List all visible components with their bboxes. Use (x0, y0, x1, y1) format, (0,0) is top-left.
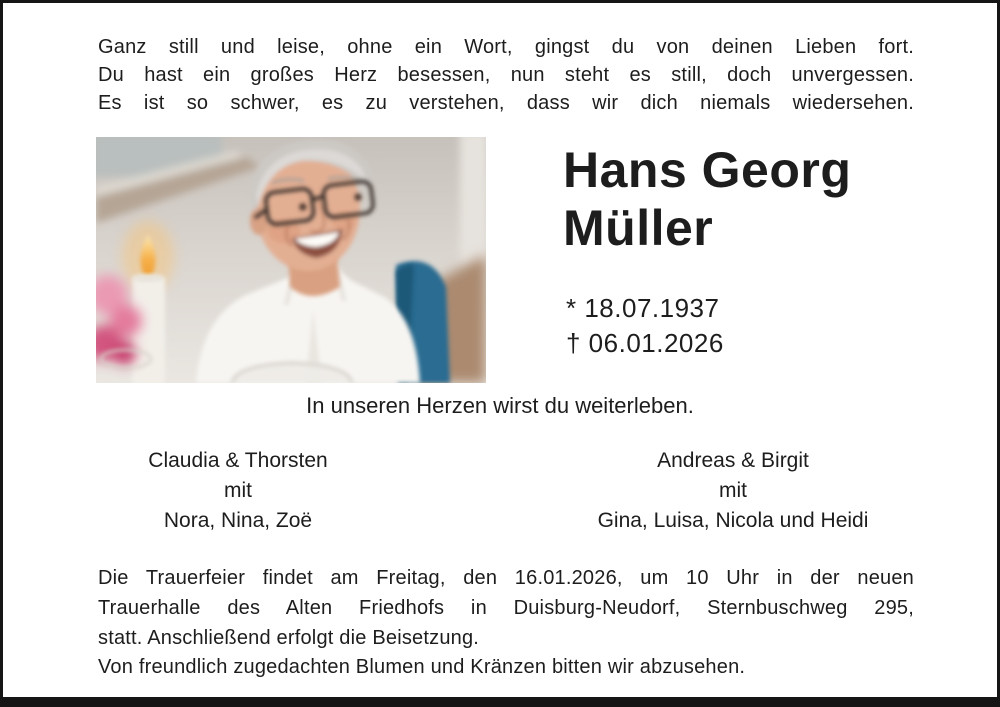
mourners-right-line-1: Andreas & Birgit (657, 449, 809, 472)
deceased-name (563, 141, 851, 257)
birth-date: * 18.07.1937 (566, 293, 720, 323)
death-date: † 06.01.2026 (566, 328, 724, 358)
remembrance-line: In unseren Herzen wirst du weiterleben. (306, 393, 694, 418)
funeral-line-2: Trauerhalle des Alten Friedhofs in Duisburg-Neudorf, Sternbuschweg 295, (98, 597, 914, 619)
funeral-info (98, 563, 914, 653)
mourners-right (523, 446, 943, 536)
funeral-line-1: Die Trauerfeier findet am Freitag, den 16.01.2026, um 10 Uhr in der neuen (98, 567, 914, 589)
mourners-right-line-2: mit (719, 479, 747, 502)
flowers-note: Von freundlich zugedachten Blumen und Kränzen bitten wir abzusehen. (98, 656, 746, 678)
portrait-photo (96, 137, 486, 383)
life-dates (566, 291, 724, 361)
portrait-photo-illustration (96, 137, 486, 383)
mourners-right-line-3: Gina, Luisa, Nicola und Heidi (597, 509, 869, 532)
deceased-name-line-1: Hans Georg (563, 142, 852, 198)
mourners-left-line-2: mit (224, 479, 252, 502)
verse-line-2: Du hast ein großes Herz besessen, nun steht es still, doch unvergessen. (98, 64, 914, 86)
mourners-left-line-1: Claudia & Thorsten (148, 449, 328, 472)
funeral-line-3: statt. Anschließend erfolgt die Beisetzung. (98, 627, 480, 649)
opening-verse (98, 33, 914, 117)
deceased-name-line-2: Müller (563, 200, 714, 256)
verse-line-1: Ganz still und leise, ohne ein Wort, gingst du von deinen Lieben fort. (98, 36, 914, 58)
mourners-left (43, 446, 433, 536)
verse-line-3: Es ist so schwer, es zu verstehen, dass wir dich niemals wiedersehen. (98, 92, 914, 114)
mourners-left-line-3: Nora, Nina, Zoë (163, 509, 313, 532)
